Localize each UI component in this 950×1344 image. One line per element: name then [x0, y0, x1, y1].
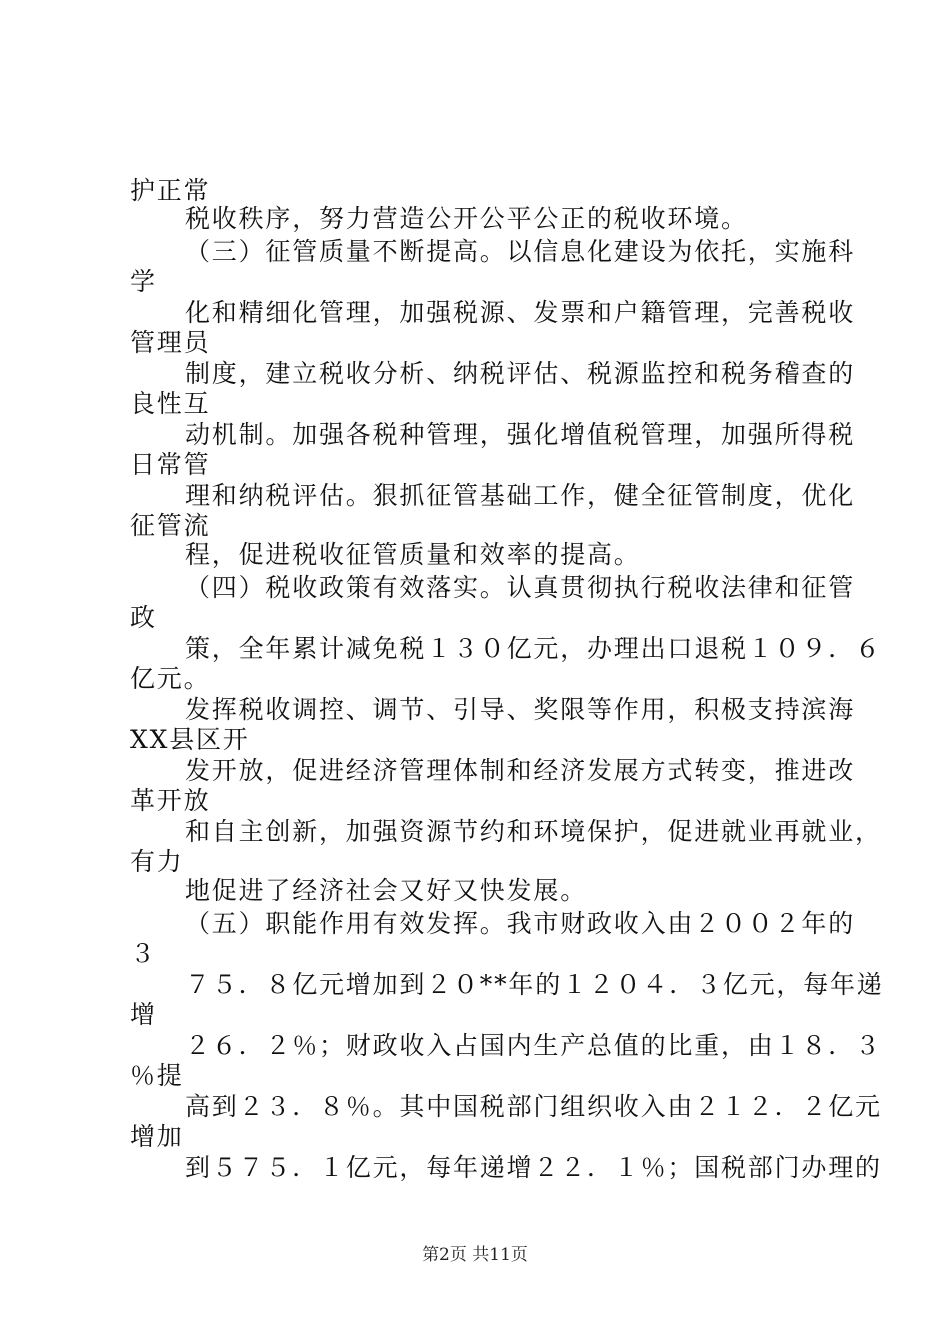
text-line: 理和纳税评估。狠抓征管基础工作，健全征管制度，优化 [185, 481, 856, 510]
text-line: ７５．８亿元增加到２０**年的１２０４．３亿元，每年递 [185, 970, 884, 999]
text-line: 到５７５．１亿元，每年递增２２．１％；国税部门办理的 [185, 1153, 882, 1182]
text-line: 管理员 [130, 328, 211, 357]
text-line: ％提 [130, 1061, 184, 1090]
text-line: 增 [130, 1000, 157, 1029]
text-line: 地促进了经济社会又好又快发展。 [185, 876, 588, 905]
text-line: 征管流 [130, 511, 211, 540]
text-line: 增加 [130, 1122, 184, 1151]
text-line: （五）职能作用有效发挥。我市财政收入由２００２年的 [185, 909, 856, 938]
text-line: （三）征管质量不断提高。以信息化建设为依托，实施科 [185, 237, 856, 266]
text-line: 有力 [130, 847, 184, 876]
text-line: XX县区开 [130, 725, 250, 754]
text-line: 程，促进税收征管质量和效率的提高。 [185, 540, 641, 569]
text-line: 政 [130, 603, 157, 632]
text-line: 化和精细化管理，加强税源、发票和户籍管理，完善税收 [185, 298, 856, 327]
text-line: ３ [130, 939, 157, 968]
text-line: 革开放 [130, 786, 211, 815]
text-line: 和自主创新，加强资源节约和环境保护，促进就业再就业， [185, 817, 882, 846]
text-line: 策，全年累计减免税１３０亿元，办理出口退税１０９．６ [185, 634, 882, 663]
text-line: 学 [130, 267, 157, 296]
text-line: 发开放，促进经济管理体制和经济发展方式转变，推进改 [185, 756, 856, 785]
text-line: 税收秩序，努力营造公开公平公正的税收环境。 [185, 204, 748, 233]
text-line: 护正常 [130, 176, 211, 205]
text-line: 动机制。加强各税种管理，强化增值税管理，加强所得税 [185, 420, 856, 449]
text-line: 良性互 [130, 389, 211, 418]
text-line: 发挥税收调控、调节、引导、奖限等作用，积极支持滨海 [185, 695, 856, 724]
text-line: 日常管 [130, 450, 211, 479]
text-line: 高到２３．８％。其中国税部门组织收入由２１２．２亿元 [185, 1092, 882, 1121]
text-line: 制度，建立税收分析、纳税评估、税源监控和税务稽查的 [185, 359, 856, 388]
text-line: （四）税收政策有效落实。认真贯彻执行税收法律和征管 [185, 573, 856, 602]
text-line: 亿元。 [130, 664, 211, 693]
text-line: ２６．２％；财政收入占国内生产总值的比重，由１８．３ [185, 1031, 882, 1060]
page-number-footer: 第2页 共11页 [422, 1245, 528, 1265]
